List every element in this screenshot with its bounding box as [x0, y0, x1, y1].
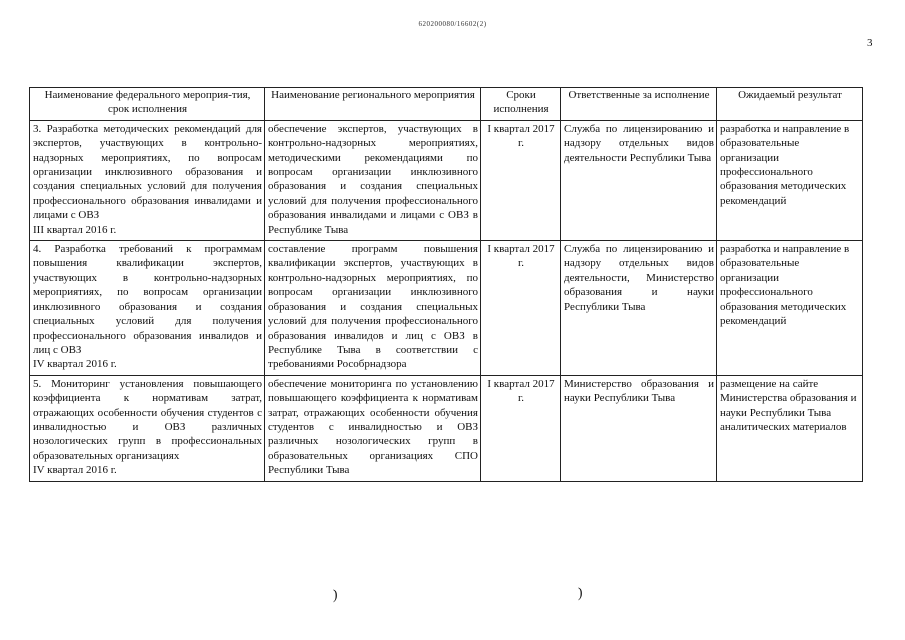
header-term: Сроки исполнения [481, 88, 561, 121]
cell-regional-measure: обеспечение мониторинга по установлению повышающего коэффициента к нормативам затрат, отражающих особенности обучения студентов с инвалидностью и ОВЗ различных нозологических групп в образовательных организациях СПО Республики Тыва [265, 375, 481, 481]
cell-term: I квартал 2017 г. [481, 375, 561, 481]
federal-measure-term: IV квартал 2016 г. [33, 464, 117, 477]
federal-measure-text: 3. Разработка методических рекомендаций для экспертов, участвующих в контрольно-надзорных мероприятиях, по вопросам организации инклюзивного образования и создания специальных условий для получения профессионального образования инвалидами и лицами с ОВЗ [33, 122, 262, 222]
cell-regional-measure: обеспечение экспертов, участвующих в контрольно-надзорных мероприятиях, методическими рекомендациями по вопросам организации инклюзивного образования и создания специальных условий для получения профессионального образования инвалидами и лицами с ОВЗ в Республике Тыва [265, 120, 481, 240]
header-federal-measure: Наименование федерального мероприя-тия, срок исполнения [30, 88, 265, 121]
cell-responsible: Служба по лицензированию и надзору отдельных видов деятельности, Министерство образования и науки Республики Тыва [561, 241, 717, 376]
document-code: 620200080/16602(2) [418, 20, 487, 28]
cell-term: I квартал 2017 г. [481, 241, 561, 376]
table-row [30, 120, 863, 240]
federal-measure-text: 5. Мониторинг установления повышающего коэффициента к нормативам затрат, отражающих особенности обучения студентов с инвалидностью и ОВЗ различных нозологических групп в профессиональных образовательных организациях [33, 377, 262, 462]
cell-result: разработка и направление в образовательные организации профессионального образования методических рекомендаций [717, 120, 863, 240]
header-regional-measure: Наименование регионального мероприятия [265, 88, 481, 121]
cell-term: I квартал 2017 г. [481, 120, 561, 240]
handwritten-mark-right: ) [576, 585, 584, 602]
table-header-row [30, 88, 863, 121]
federal-measure-term: IV квартал 2016 г. [33, 358, 117, 371]
cell-federal-measure [30, 375, 265, 481]
cell-federal-measure [30, 120, 265, 240]
cell-federal-measure [30, 241, 265, 376]
federal-measure-text: 4. Разработка требований к программам повышения квалификации экспертов, участвующих в контрольно-надзорных мероприятиях, по вопросам организации инклюзивного образования и создания специальных условий для получения профессионального образования инвалидов и лиц с ОВЗ [33, 243, 262, 356]
cell-regional-measure: составление программ повышения квалификации экспертов, участвующих в контрольно-надзорных мероприятиях, по вопросам организации инклюзивного образования и создания специальных условий для получения профессионального образования инвалидов и лиц с ОВЗ в Республике Тыва в соответствии с требованиями Рособрнадзора [265, 241, 481, 376]
handwritten-mark-left: ) [331, 587, 339, 604]
cell-responsible: Служба по лицензированию и надзору отдельных видов деятельности Республики Тыва [561, 120, 717, 240]
federal-measure-term: III квартал 2016 г. [33, 223, 117, 236]
header-responsible: Ответственные за исполнение [561, 88, 717, 121]
header-result: Ожидаемый результат [717, 88, 863, 121]
cell-result: разработка и направление в образовательные организации профессионального образования методических рекомендаций [717, 241, 863, 376]
cell-responsible: Министерство образования и науки Республики Тыва [561, 375, 717, 481]
cell-result: размещение на сайте Министерства образования и науки Республики Тыва аналитических материалов [717, 375, 863, 481]
table-row [30, 241, 863, 376]
measures-table [29, 87, 863, 482]
table-row [30, 375, 863, 481]
page-number: 3 [867, 37, 873, 49]
